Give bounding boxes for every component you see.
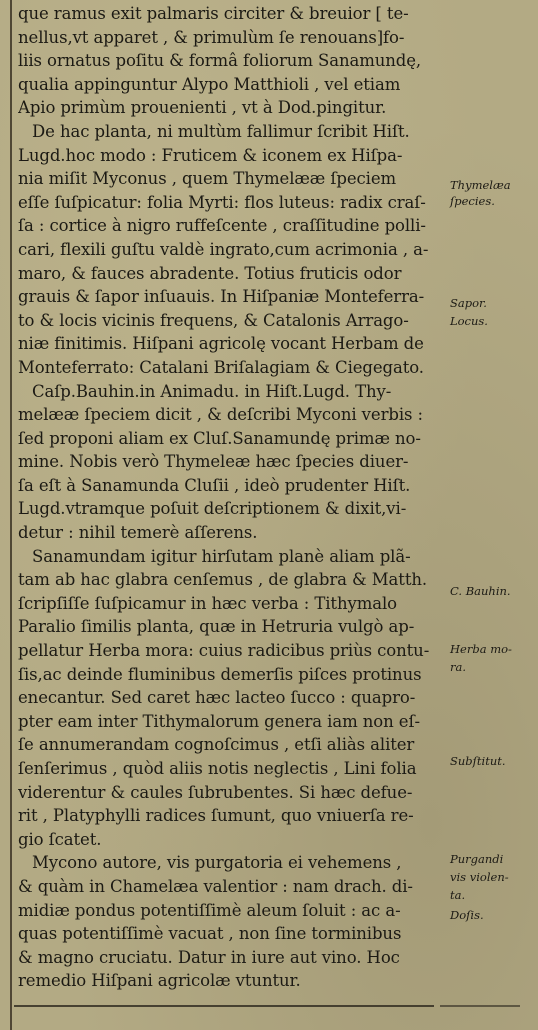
- text-line: Paralio ſimilis planta, quæ in Hetruria vulgò ap-: [18, 617, 415, 637]
- text-line: Mycono autore, vis purgatoria ei vehemens ,: [32, 853, 402, 873]
- text-line: maro, & fauces abradente. Totius fruticis odor: [18, 263, 402, 283]
- text-line: enecantur. Sed caret hæc lacteo ſucco : quapro-: [18, 688, 416, 708]
- bottom-rule: [14, 1005, 434, 1007]
- text-line: ſis,ac deinde fluminibus demerſis piſces protinus: [18, 664, 422, 684]
- text-line: & quàm in Chamelæa valentior : nam drach. di-: [18, 876, 413, 896]
- bottom-rule-dash: [440, 1005, 520, 1007]
- margin-note: Thymelæa: [450, 178, 511, 192]
- text-line: ſa : cortice à nigro ruffeſcente , craſſitudine polli-: [18, 216, 426, 236]
- text-line: liis ornatus poſitu & formâ foliorum Sanamundę,: [18, 51, 422, 71]
- text-line: nellus,vt apparet , & primulùm ſe renouans]fo-: [18, 27, 405, 47]
- text-line: nia miſit Myconus , quem Thymelææ ſpeciem: [18, 169, 397, 189]
- text-line: ſenſerimus , quòd aliis notis neglectis , Lini folia: [18, 759, 417, 778]
- text-line: gio ſcatet.: [18, 829, 102, 849]
- text-line: Lugd.vtramque poſuit deſcriptionem & dixit,vi-: [18, 499, 407, 519]
- text-line: Sanamundam igitur hirſutam planè aliam plã-: [32, 546, 411, 566]
- margin-note: ſpecies.: [450, 194, 495, 208]
- margin-note: Purgandi: [450, 852, 504, 866]
- text-line: to & locis vicinis frequens, & Catalonis Arrago-: [18, 310, 409, 330]
- text-line: ſcripſiſſe ſuſpicamur in hæc verba : Tithymalo: [18, 593, 397, 613]
- text-line: De hac planta, ni multùm fallimur ſcribit Hiſt.: [32, 121, 410, 141]
- text-line: viderentur & caules ſubrubentes. Si hæc defue-: [18, 782, 413, 802]
- margin-note: Sapor.: [450, 296, 487, 310]
- text-line: melææ ſpeciem dicit , & deſcribi Myconi verbis :: [18, 405, 423, 425]
- text-line: Lugd.hoc modo : Fruticem & iconem ex Hiſpa-: [18, 145, 403, 165]
- main-text-column: [18, 2, 446, 993]
- text-line: mine. Nobis verò Thymeleæ hæc ſpecies diuer-: [18, 452, 409, 472]
- text-line: & magno cruciatu. Datur in iure aut vino. Hoc: [18, 947, 400, 967]
- text-line: grauis & ſapor inſuauis. In Hiſpaniæ Monteferra-: [18, 287, 425, 307]
- text-line: Caſp.Bauhin.in Animadu. in Hiſt.Lugd. Thy-: [32, 381, 392, 401]
- text-line: detur : nihil temerè aſſerens.: [18, 523, 258, 543]
- text-line: ſe annumerandam cognoſcimus , etſi aliàs aliter: [18, 735, 415, 755]
- text-line: midiæ pondus potentiſſimè aleum ſoluit : ac a-: [18, 900, 401, 920]
- margin-note: Herba mo-: [450, 642, 512, 656]
- text-line: ſed proponi aliam ex Cluſ.Sanamundę primæ no-: [18, 428, 421, 448]
- text-line: eſſe ſuſpicatur: folia Myrti: flos luteus: radix craſ-: [18, 192, 426, 212]
- margin-notes-column: [450, 0, 538, 1030]
- text-line: pter eam inter Tithymalorum genera iam non eſ-: [18, 711, 420, 731]
- text-line: qualia appinguntur Alypo Matthioli , vel etiam: [18, 74, 401, 94]
- text-line: niæ finitimis. Hiſpani agricolę vocant Herbam de: [18, 334, 424, 354]
- text-line: rit , Platyphylli radices ſumunt, quo vniuerſa re-: [18, 806, 414, 826]
- margin-note: Doſis.: [450, 908, 484, 922]
- left-margin-rule: [10, 0, 12, 1030]
- margin-note: vis violen-: [450, 870, 509, 884]
- text-line: ſa eſt à Sanamunda Cluſii , ideò prudenter Hiſt.: [18, 475, 411, 495]
- text-line: Apio primùm prouenienti , vt à Dod.pingitur.: [18, 98, 387, 118]
- text-line: cari, flexili guſtu valdè ingrato,cum acrimonia , a-: [18, 239, 429, 259]
- margin-note: C. Bauhin.: [450, 584, 511, 598]
- text-line: Monteferrato: Catalani Briſalagiam & Ciegegato.: [18, 357, 424, 377]
- margin-note: Subſtitut.: [450, 754, 506, 768]
- text-line: tam ab hac glabra cenſemus , de glabra & Matth.: [18, 570, 428, 590]
- margin-note: ta.: [450, 888, 466, 902]
- margin-note: ra.: [450, 660, 467, 674]
- text-line: pellatur Herba mora: cuius radicibus priùs contu-: [18, 641, 430, 661]
- text-line: quas potentiſſimè vacuat , non ſine torminibus: [18, 924, 402, 944]
- text-line: remedio Hiſpani agricolæ vtuntur.: [18, 971, 301, 991]
- margin-note: Locus.: [450, 314, 488, 328]
- text-line: que ramus exit palmaris circiter & breuior [ te-: [18, 4, 409, 23]
